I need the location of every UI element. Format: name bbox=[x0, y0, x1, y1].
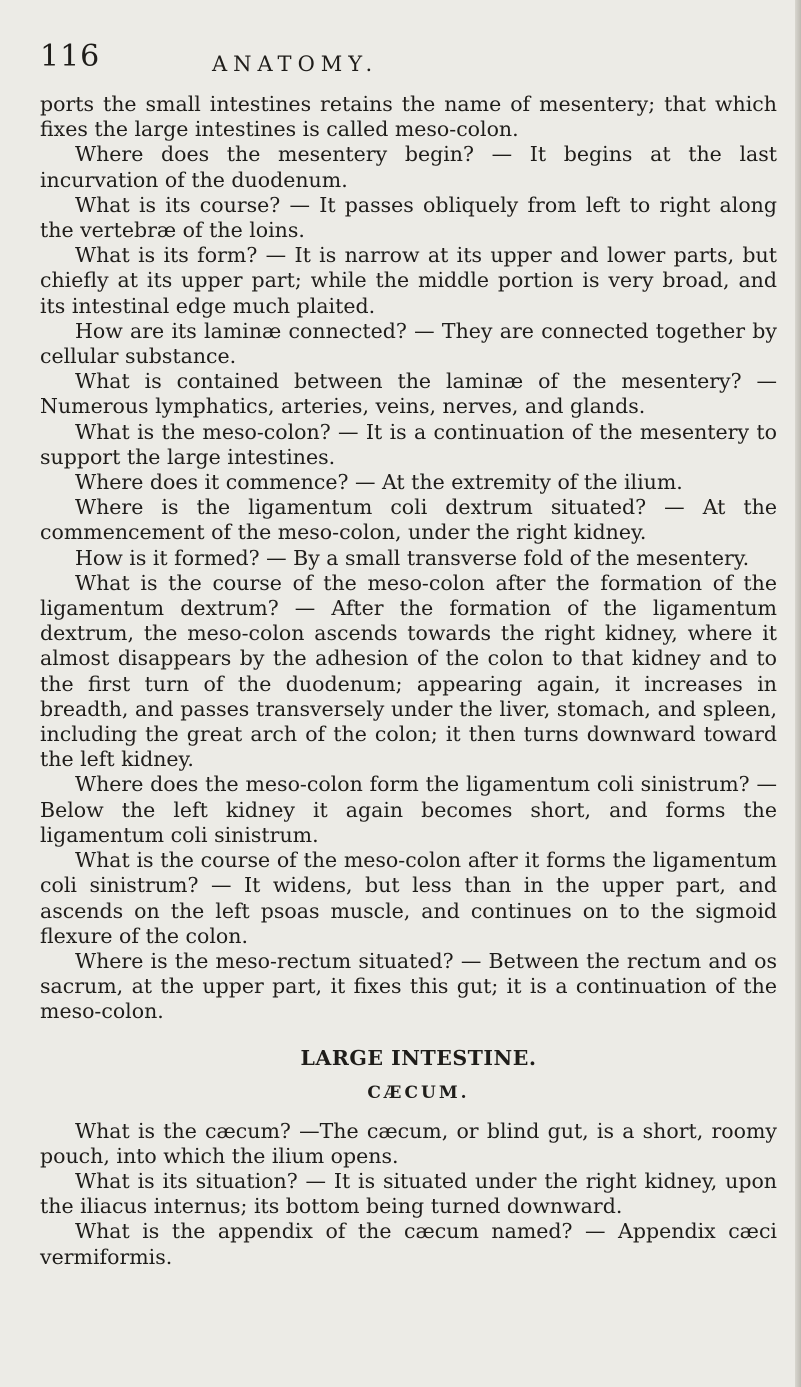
paragraph: How is it formed? — By a small transverse fold of the mesentery. bbox=[75, 545, 750, 570]
page-number: 116 bbox=[40, 39, 101, 74]
page-edge bbox=[795, 0, 801, 1387]
paragraph: How are its laminæ connected? — They are connected together by cellular substance. bbox=[40, 318, 777, 369]
running-title: ANATOMY. bbox=[212, 52, 379, 76]
paragraph: What is the meso-colon? — It is a continuation of the mesentery to support the large intestines. bbox=[40, 419, 777, 469]
paragraph: ports the small intestines retains the name of mesentery; that which fixes the large intestines is called meso-colon. bbox=[40, 92, 777, 142]
paragraph: What is its form? — It is narrow at its upper and lower parts, but chiefly at its upper part; while the middle portion is very broad, and its intestinal edge much plaited. bbox=[40, 243, 777, 318]
section-subheading: CÆCUM. bbox=[367, 1082, 470, 1103]
paragraph: Where does the mesentery begin? — It begins at the last incurvation of the duodenum. bbox=[40, 142, 777, 192]
paragraph: What is the appendix of the cæcum named? — Appendix cæci vermiformis. bbox=[40, 1219, 777, 1269]
paragraph: Where is the ligamentum coli dextrum situated? — At the commencement of the meso-colon, under the right kidney. bbox=[40, 495, 777, 545]
paragraph: What is the cæcum? —The cæcum, or blind gut, is a short, roomy pouch, into which the ilium opens. bbox=[40, 1118, 777, 1168]
paragraph: Where does the meso-colon form the ligamentum coli sinistrum? — Below the left kidney it again becomes short, and forms the ligamentum coli sinistrum. bbox=[40, 772, 777, 847]
paragraph: Where does it commence? — At the extremity of the ilium. bbox=[75, 470, 683, 495]
paragraph: What is the course of the meso-colon after the formation of the ligamentum dextrum? — After the formation of the ligamentum dextrum, the meso-colon ascends towards the right kidney, where it almost disappears by the adhesion of the colon to that kidney and to the first turn of the duodenum; appearing again, it increases in breadth, and passes transversely under the liver, stomach, and spleen, including the great arch of the colon; it then turns downward toward the left kidney. bbox=[40, 570, 777, 772]
body-text bbox=[40, 92, 777, 1270]
paragraph: What is contained between the laminæ of the mesentery? — Numerous lymphatics, arteries, veins, nerves, and glands. bbox=[40, 369, 777, 419]
section-heading: LARGE INTESTINE. bbox=[300, 1045, 537, 1070]
paragraph: What is its situation? — It is situated under the right kidney, upon the iliacus internus; its bottom being turned downward. bbox=[40, 1168, 777, 1219]
running-head bbox=[40, 40, 777, 92]
paragraph: Where is the meso-rectum situated? — Between the rectum and os sacrum, at the upper part, it fixes this gut; it is a continuation of the meso-colon. bbox=[40, 948, 777, 1024]
paragraph: What is the course of the meso-colon after it forms the ligamentum coli sinistrum? — It widens, but less than in the upper part, and ascends on the left psoas muscle, and continues on to the sigmoid flexure of the colon. bbox=[40, 848, 777, 948]
paragraph: What is its course? — It passes obliquely from left to right along the vertebræ of the loins. bbox=[40, 192, 777, 243]
